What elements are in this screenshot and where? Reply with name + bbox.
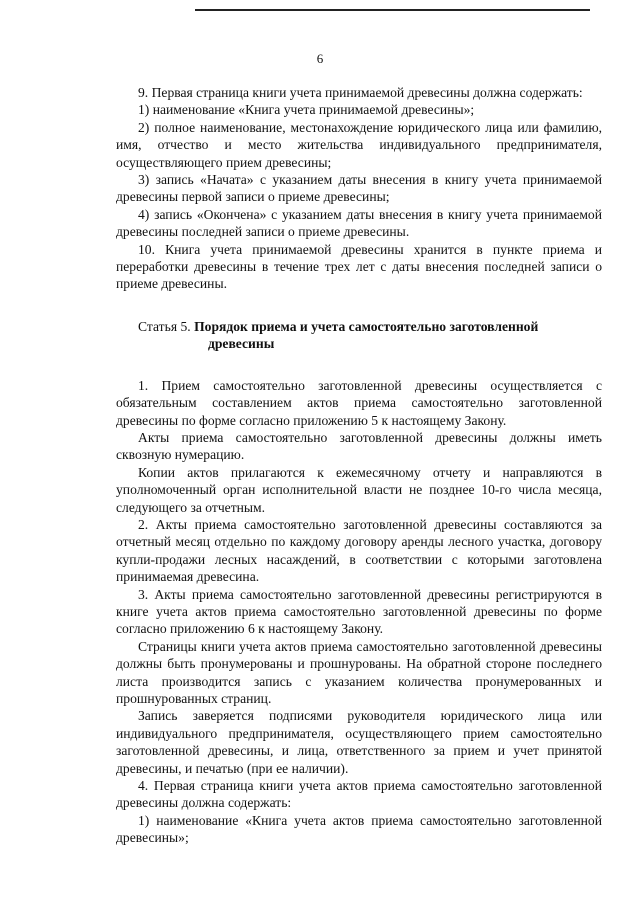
article-5-paragraph: Акты приема самостоятельно заготовленной древесины должны иметь сквозную нумерацию. <box>116 429 602 463</box>
spacer <box>116 353 602 377</box>
article-5-paragraph: 1) наименование «Книга учета актов приема самостоятельно заготовленной древесины»; <box>116 812 602 846</box>
article-number: Статья 5. <box>138 318 191 334</box>
article-5-paragraph: Страницы книги учета актов приема самостоятельно заготовленной древесины должны быть пронумерованы и прошнурованы. На обратной стороне последнего листа производится запись с указанием количества пронумерованных и прошнурованных страниц. <box>116 638 602 706</box>
top-rule <box>195 9 590 11</box>
section-9-item-2: 2) полное наименование, местонахождение юридического лица или фамилию, имя, отчество и место жительства индивидуального предпринимателя, осуществляющего прием древесины; <box>116 119 602 170</box>
section-9-item-1: 1) наименование «Книга учета принимаемой древесины»; <box>138 102 475 118</box>
section-9-item-3: 3) запись «Начата» с указанием даты внесения в книгу учета принимаемой древесины первой записи о приеме древесины; <box>116 172 602 205</box>
article-5-paragraph: Запись заверяется подписями руководителя юридического лица или индивидуального предпринимателя, осуществляющего прием самостоятельно заготовленной древесины, и лица, ответственного за прием и учет принятой древесины, и печатью (при ее наличии). <box>116 708 602 776</box>
section-9-intro: 9. Первая страница книги учета принимаемой древесины должна содержать: <box>138 85 583 100</box>
section-9-item-4: 4) запись «Окончена» с указанием даты внесения в книгу учета принимаемой древесины последней записи о приеме древесины. <box>116 206 602 240</box>
page-number: 6 <box>316 51 324 66</box>
section-10-paragraph: 10. Книга учета принимаемой древесины хранится в пункте приема и переработки древесины в течение трех лет с даты внесения последней записи о приеме древесины. <box>116 241 602 292</box>
article-heading <box>116 318 602 353</box>
document-body <box>116 84 602 847</box>
article-5-paragraph: 4. Первая страница книги учета актов приема самостоятельно заготовленной древесины должна содержать: <box>116 778 602 811</box>
article-5-paragraph: 1. Прием самостоятельно заготовленной древесины осуществляется с обязательным составлением актов приема самостоятельно заготовленной древесины по форме согласно приложению 5 к настоящему Закону. <box>116 377 602 428</box>
article-5-paragraph: Копии актов прилагаются к ежемесячному отчету и направляются в уполномоченный орган исполнительной власти не позднее 10-го числа месяца, следующего за отчетным. <box>116 464 602 515</box>
article-5-paragraph: 2. Акты приема самостоятельно заготовленной древесины составляются за отчетный месяц отдельно по каждому договору аренды лесного участка, договору купли-продажи лесных насаждений, в соответствии с которыми заготовлена принимаемая древесина. <box>116 516 602 585</box>
article-5-paragraph: 3. Акты приема самостоятельно заготовленной древесины регистрируются в книге учета актов приема самостоятельно заготовленной древесины по форме согласно приложению 6 к настоящему Закону. <box>116 586 602 637</box>
article-title: Порядок приема и учета самостоятельно заготовленной древесины <box>194 318 539 352</box>
